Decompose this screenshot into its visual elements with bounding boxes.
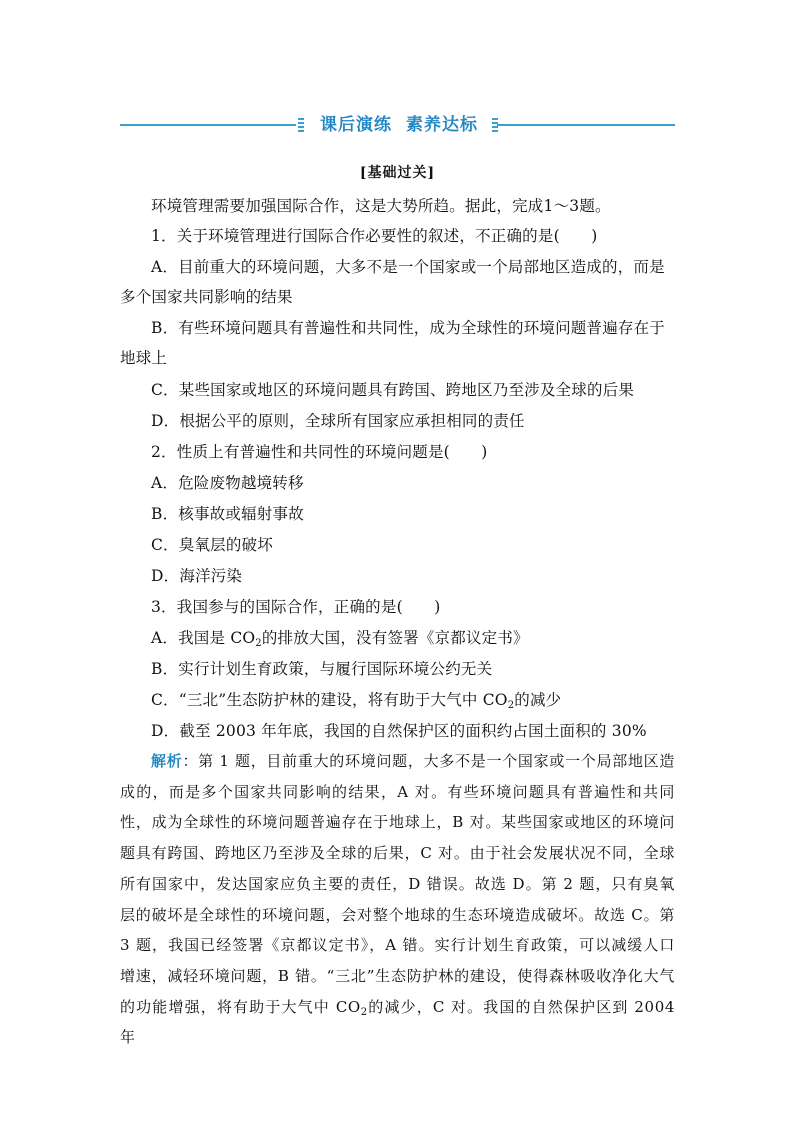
banner-rule-right — [497, 124, 675, 126]
question-1-stem: 1．关于环境管理进行国际合作必要性的叙述，不正确的是( ) — [151, 227, 598, 245]
question-2-option-c: C．臭氧层的破坏 — [151, 536, 273, 554]
banner-title — [306, 113, 492, 137]
question-3-option-c: C．“三北”生态防护林的建设，将有助于大气中 $CO_2$的减少 — [151, 691, 562, 711]
question-1-option-c: C．某些国家或地区的环境问题具有跨国、跨地区乃至涉及全球的后果 — [151, 381, 635, 399]
explanation-paragraph: 解析：第 1 题，目前重大的环境问题，大多不是一个国家或一个局部地区造成的，而是多个国家共同影响的结果，A 对。有些环境问题具有普遍性和共同性，成为全球性的环境问题普遍存在于地球上，B 对。某些国家或地区的环境问题具有跨国、跨地区乃至涉及全球的后果，C 对。由于社会发展状况不同，全球所有国家中，发达国家应负主要的责任，D 错误。故选 D。第 2 题，只有臭氧层的破坏是全球性的环境问题，会对整个地球的生态环境造成破坏。故选 C。第 3 题，我国已经签署《京都议定书》，A 错。实行计划生育政策，可以减缓人口增速，减轻环境问题，B 错。“三北”生态防护林的建设，使得森林吸收净化大气的功能增强，将有助于大气中 $CO_2$的减少，C 对。我国的自然保护区到 2004 年 — [120, 752, 675, 1047]
question-2-option-a: A．危险废物越境转移 — [151, 474, 304, 492]
question-1-option-a: A．目前重大的环境问题，大多不是一个国家或一个局部地区造成的，而是 — [151, 258, 665, 276]
question-3-stem: 3．我国参与的国际合作，正确的是( ) — [151, 598, 441, 616]
question-2-stem: 2．性质上有普遍性和共同性的环境问题是( ) — [151, 443, 488, 461]
banner-rule-left — [120, 124, 296, 126]
section-heading: [基础过关] — [359, 165, 436, 181]
question-1-option-b: B．有些环境问题具有普遍性和共同性，成为全球性的环境问题普遍存在于 — [151, 319, 665, 337]
explanation-tag: 解析 — [151, 752, 183, 770]
banner-title-right: 素养达标 — [406, 115, 478, 135]
question-1-option-a-cont: 多个国家共同影响的结果 — [120, 288, 293, 306]
banner-title-left: 课后演练 — [320, 115, 392, 135]
question-1-option-d: D．根据公平的原则，全球所有国家应承担相同的责任 — [151, 412, 525, 430]
intro-text: 环境管理需要加强国际合作，这是大势所趋。据此，完成1～3题。 — [151, 197, 611, 215]
banner-dots-left — [298, 118, 304, 132]
question-2-option-b: B．核事故或辐射事故 — [151, 505, 304, 523]
question-2-option-d: D．海洋污染 — [151, 567, 243, 585]
question-3-option-a: A．我国是 $CO_2$的排放大国，没有签署《京都议定书》 — [151, 629, 529, 649]
section-banner — [120, 113, 675, 137]
question-3-option-b: B．实行计划生育政策，与履行国际环境公约无关 — [151, 660, 493, 678]
question-3-option-d: D．截至 2003 年年底，我国的自然保护区的面积约占国土面积的 30% — [151, 722, 647, 740]
question-1-option-b-cont: 地球上 — [120, 349, 168, 367]
